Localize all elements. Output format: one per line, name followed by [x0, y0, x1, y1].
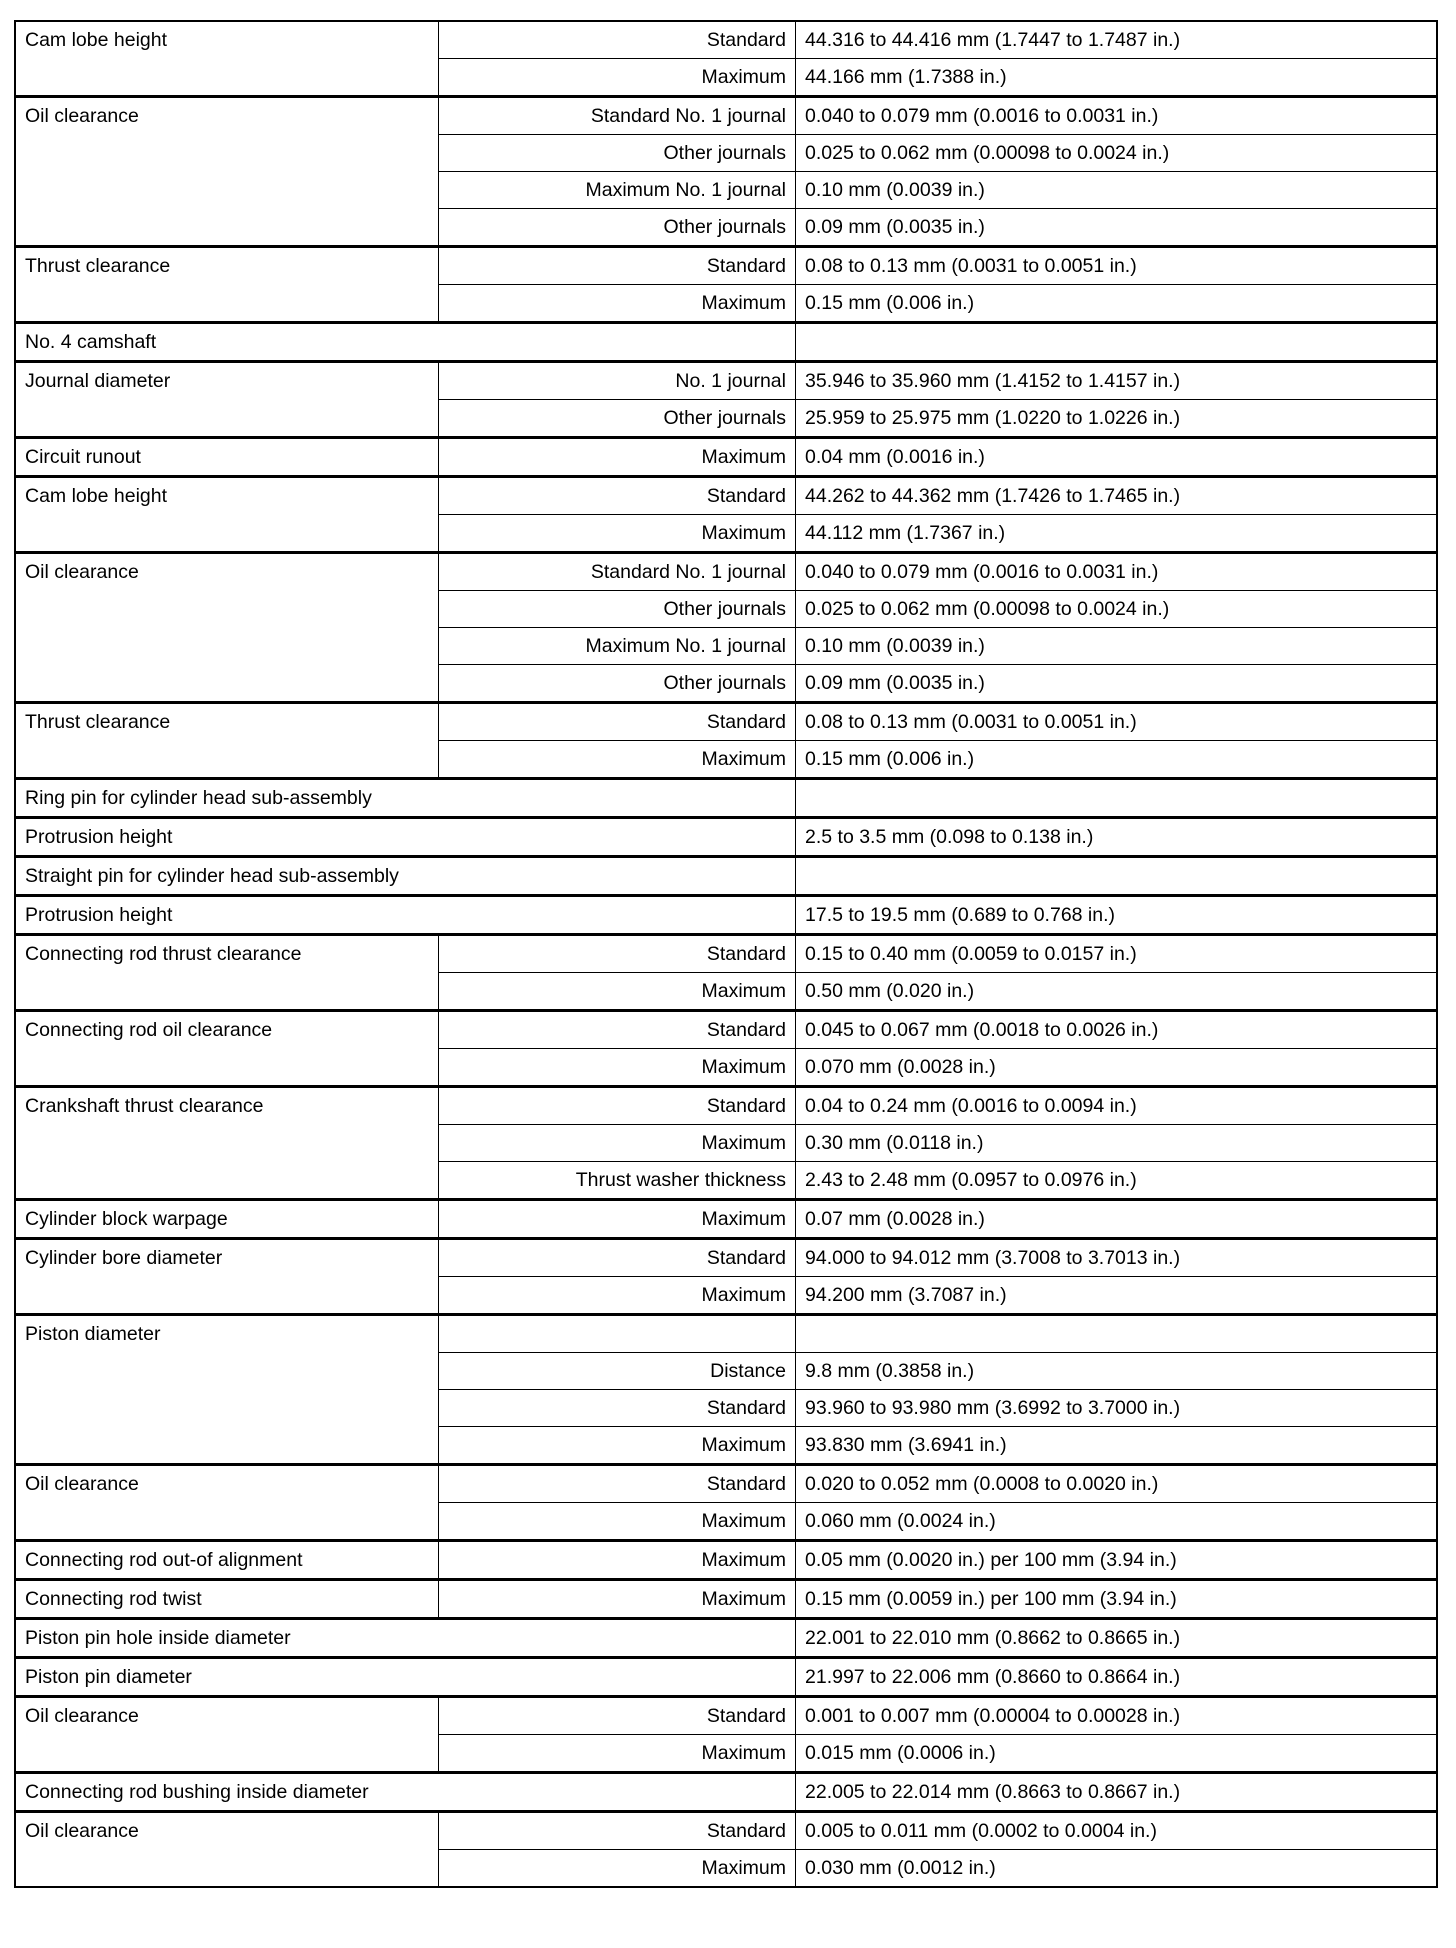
spec-condition: Standard No. 1 journal: [439, 553, 796, 591]
table-row: [15, 362, 1437, 400]
spec-condition: Other journals: [439, 665, 796, 703]
table-row: [15, 1087, 1437, 1125]
spec-value: 0.040 to 0.079 mm (0.0016 to 0.0031 in.): [796, 553, 1438, 591]
spec-item-label: Crankshaft thrust clearance: [15, 1087, 439, 1200]
spec-item-label: Piston pin hole inside diameter: [15, 1619, 796, 1658]
spec-condition: Maximum: [439, 285, 796, 323]
spec-value: 9.8 mm (0.3858 in.): [796, 1353, 1438, 1390]
spec-condition: Maximum No. 1 journal: [439, 172, 796, 209]
spec-value: 44.112 mm (1.7367 in.): [796, 515, 1438, 553]
spec-value: 2.5 to 3.5 mm (0.098 to 0.138 in.): [796, 818, 1438, 857]
spec-condition: Standard: [439, 1465, 796, 1503]
spec-condition: Maximum: [439, 515, 796, 553]
spec-condition: Standard: [439, 21, 796, 59]
spec-condition: Maximum: [439, 1735, 796, 1773]
spec-item-label: Piston diameter: [15, 1315, 439, 1465]
table-row: [15, 21, 1437, 59]
spec-item-label: Oil clearance: [15, 97, 439, 247]
spec-condition: Standard: [439, 1390, 796, 1427]
spec-condition: Standard No. 1 journal: [439, 97, 796, 135]
spec-item-label: No. 4 camshaft: [15, 323, 796, 362]
spec-item-label: Connecting rod thrust clearance: [15, 935, 439, 1011]
spec-value: 0.10 mm (0.0039 in.): [796, 628, 1438, 665]
table-row: [15, 1239, 1437, 1277]
spec-condition: Standard: [439, 935, 796, 973]
table-row: [15, 323, 1437, 362]
spec-condition: Maximum: [439, 1541, 796, 1580]
spec-condition: Maximum: [439, 1580, 796, 1619]
spec-item-label: Ring pin for cylinder head sub-assembly: [15, 779, 796, 818]
spec-value: 0.15 mm (0.006 in.): [796, 741, 1438, 779]
spec-condition: Maximum: [439, 1200, 796, 1239]
spec-value: 0.015 mm (0.0006 in.): [796, 1735, 1438, 1773]
table-row: [15, 1465, 1437, 1503]
spec-value: 22.005 to 22.014 mm (0.8663 to 0.8667 in.): [796, 1773, 1438, 1812]
spec-value: 2.43 to 2.48 mm (0.0957 to 0.0976 in.): [796, 1162, 1438, 1200]
spec-value: 94.000 to 94.012 mm (3.7008 to 3.7013 in.): [796, 1239, 1438, 1277]
spec-value: 0.030 mm (0.0012 in.): [796, 1850, 1438, 1888]
spec-value: 0.08 to 0.13 mm (0.0031 to 0.0051 in.): [796, 247, 1438, 285]
spec-condition: Maximum: [439, 741, 796, 779]
spec-item-label: Connecting rod twist: [15, 1580, 439, 1619]
spec-condition: Standard: [439, 1239, 796, 1277]
table-row: [15, 477, 1437, 515]
spec-condition: Standard: [439, 703, 796, 741]
spec-condition: No. 1 journal: [439, 362, 796, 400]
table-row: [15, 935, 1437, 973]
spec-condition: Thrust washer thickness: [439, 1162, 796, 1200]
spec-item-label: Connecting rod out-of alignment: [15, 1541, 439, 1580]
table-row: [15, 247, 1437, 285]
spec-item-label: Protrusion height: [15, 818, 796, 857]
spec-value: 0.15 mm (0.0059 in.) per 100 mm (3.94 in.): [796, 1580, 1438, 1619]
spec-value: 0.04 to 0.24 mm (0.0016 to 0.0094 in.): [796, 1087, 1438, 1125]
spec-value: 0.09 mm (0.0035 in.): [796, 665, 1438, 703]
spec-value: 22.001 to 22.010 mm (0.8662 to 0.8665 in.): [796, 1619, 1438, 1658]
spec-item-label: Thrust clearance: [15, 247, 439, 323]
spec-condition: Maximum: [439, 1049, 796, 1087]
spec-item-label: Cam lobe height: [15, 21, 439, 97]
spec-value: 25.959 to 25.975 mm (1.0220 to 1.0226 in.): [796, 400, 1438, 438]
specification-table: [14, 20, 1438, 1888]
spec-value: 17.5 to 19.5 mm (0.689 to 0.768 in.): [796, 896, 1438, 935]
spec-value: 44.166 mm (1.7388 in.): [796, 59, 1438, 97]
table-row: [15, 438, 1437, 477]
spec-condition: Standard: [439, 1697, 796, 1735]
spec-condition: Other journals: [439, 591, 796, 628]
spec-condition: Standard: [439, 1011, 796, 1049]
table-row: [15, 1697, 1437, 1735]
spec-condition: Maximum: [439, 1503, 796, 1541]
spec-value: 44.316 to 44.416 mm (1.7447 to 1.7487 in.): [796, 21, 1438, 59]
table-row: [15, 896, 1437, 935]
spec-condition: Standard: [439, 1087, 796, 1125]
table-row: [15, 857, 1437, 896]
spec-value: 0.05 mm (0.0020 in.) per 100 mm (3.94 in.): [796, 1541, 1438, 1580]
spec-condition: Maximum: [439, 1427, 796, 1465]
spec-condition: Maximum: [439, 438, 796, 477]
table-row: [15, 1200, 1437, 1239]
spec-item-label: Piston pin diameter: [15, 1658, 796, 1697]
spec-value: [796, 779, 1438, 818]
spec-condition: Distance: [439, 1353, 796, 1390]
table-row: [15, 1658, 1437, 1697]
spec-value: [796, 1315, 1438, 1353]
spec-condition: Maximum: [439, 973, 796, 1011]
spec-item-label: Connecting rod bushing inside diameter: [15, 1773, 796, 1812]
spec-value: 0.10 mm (0.0039 in.): [796, 172, 1438, 209]
spec-condition: Maximum: [439, 1850, 796, 1888]
table-row: [15, 1580, 1437, 1619]
spec-item-label: Connecting rod oil clearance: [15, 1011, 439, 1087]
spec-item-label: Thrust clearance: [15, 703, 439, 779]
spec-condition: Maximum No. 1 journal: [439, 628, 796, 665]
spec-value: 0.15 mm (0.006 in.): [796, 285, 1438, 323]
spec-condition: Other journals: [439, 400, 796, 438]
spec-item-label: Oil clearance: [15, 553, 439, 703]
spec-value: 0.060 mm (0.0024 in.): [796, 1503, 1438, 1541]
spec-value: 0.020 to 0.052 mm (0.0008 to 0.0020 in.): [796, 1465, 1438, 1503]
spec-value: 35.946 to 35.960 mm (1.4152 to 1.4157 in.): [796, 362, 1438, 400]
spec-value: 0.09 mm (0.0035 in.): [796, 209, 1438, 247]
spec-value: 0.045 to 0.067 mm (0.0018 to 0.0026 in.): [796, 1011, 1438, 1049]
spec-condition: Standard: [439, 247, 796, 285]
spec-condition: Standard: [439, 477, 796, 515]
table-row: [15, 818, 1437, 857]
spec-value: 0.07 mm (0.0028 in.): [796, 1200, 1438, 1239]
table-row: [15, 779, 1437, 818]
spec-item-label: Oil clearance: [15, 1465, 439, 1541]
spec-condition: Maximum: [439, 1277, 796, 1315]
spec-item-label: Circuit runout: [15, 438, 439, 477]
spec-item-label: Cam lobe height: [15, 477, 439, 553]
spec-condition: Other journals: [439, 135, 796, 172]
spec-value: 44.262 to 44.362 mm (1.7426 to 1.7465 in.): [796, 477, 1438, 515]
spec-value: 0.001 to 0.007 mm (0.00004 to 0.00028 in.): [796, 1697, 1438, 1735]
spec-value: 21.997 to 22.006 mm (0.8660 to 0.8664 in.): [796, 1658, 1438, 1697]
spec-value: 94.200 mm (3.7087 in.): [796, 1277, 1438, 1315]
spec-item-label: Cylinder block warpage: [15, 1200, 439, 1239]
spec-item-label: Straight pin for cylinder head sub-assembly: [15, 857, 796, 896]
spec-value: [796, 323, 1438, 362]
spec-condition: Other journals: [439, 209, 796, 247]
spec-value: 0.04 mm (0.0016 in.): [796, 438, 1438, 477]
spec-item-label: Cylinder bore diameter: [15, 1239, 439, 1315]
spec-condition: [439, 1315, 796, 1353]
spec-value: 0.005 to 0.011 mm (0.0002 to 0.0004 in.): [796, 1812, 1438, 1850]
table-row: [15, 1773, 1437, 1812]
spec-value: 0.070 mm (0.0028 in.): [796, 1049, 1438, 1087]
spec-value: 0.040 to 0.079 mm (0.0016 to 0.0031 in.): [796, 97, 1438, 135]
spec-value: 0.50 mm (0.020 in.): [796, 973, 1438, 1011]
table-row: [15, 1619, 1437, 1658]
table-row: [15, 1541, 1437, 1580]
spec-value: 0.025 to 0.062 mm (0.00098 to 0.0024 in.): [796, 135, 1438, 172]
spec-item-label: Oil clearance: [15, 1697, 439, 1773]
table-row: [15, 97, 1437, 135]
spec-condition: Maximum: [439, 1125, 796, 1162]
spec-value: 93.830 mm (3.6941 in.): [796, 1427, 1438, 1465]
spec-value: 0.30 mm (0.0118 in.): [796, 1125, 1438, 1162]
spec-value: 93.960 to 93.980 mm (3.6992 to 3.7000 in.): [796, 1390, 1438, 1427]
specification-table-body: [15, 21, 1437, 1887]
table-row: [15, 1812, 1437, 1850]
spec-item-label: Protrusion height: [15, 896, 796, 935]
spec-value: 0.15 to 0.40 mm (0.0059 to 0.0157 in.): [796, 935, 1438, 973]
spec-condition: Maximum: [439, 59, 796, 97]
spec-item-label: Journal diameter: [15, 362, 439, 438]
spec-condition: Standard: [439, 1812, 796, 1850]
table-row: [15, 1315, 1437, 1353]
spec-item-label: Oil clearance: [15, 1812, 439, 1888]
table-row: [15, 703, 1437, 741]
table-row: [15, 553, 1437, 591]
spec-value: [796, 857, 1438, 896]
spec-value: 0.025 to 0.062 mm (0.00098 to 0.0024 in.): [796, 591, 1438, 628]
table-row: [15, 1011, 1437, 1049]
spec-value: 0.08 to 0.13 mm (0.0031 to 0.0051 in.): [796, 703, 1438, 741]
